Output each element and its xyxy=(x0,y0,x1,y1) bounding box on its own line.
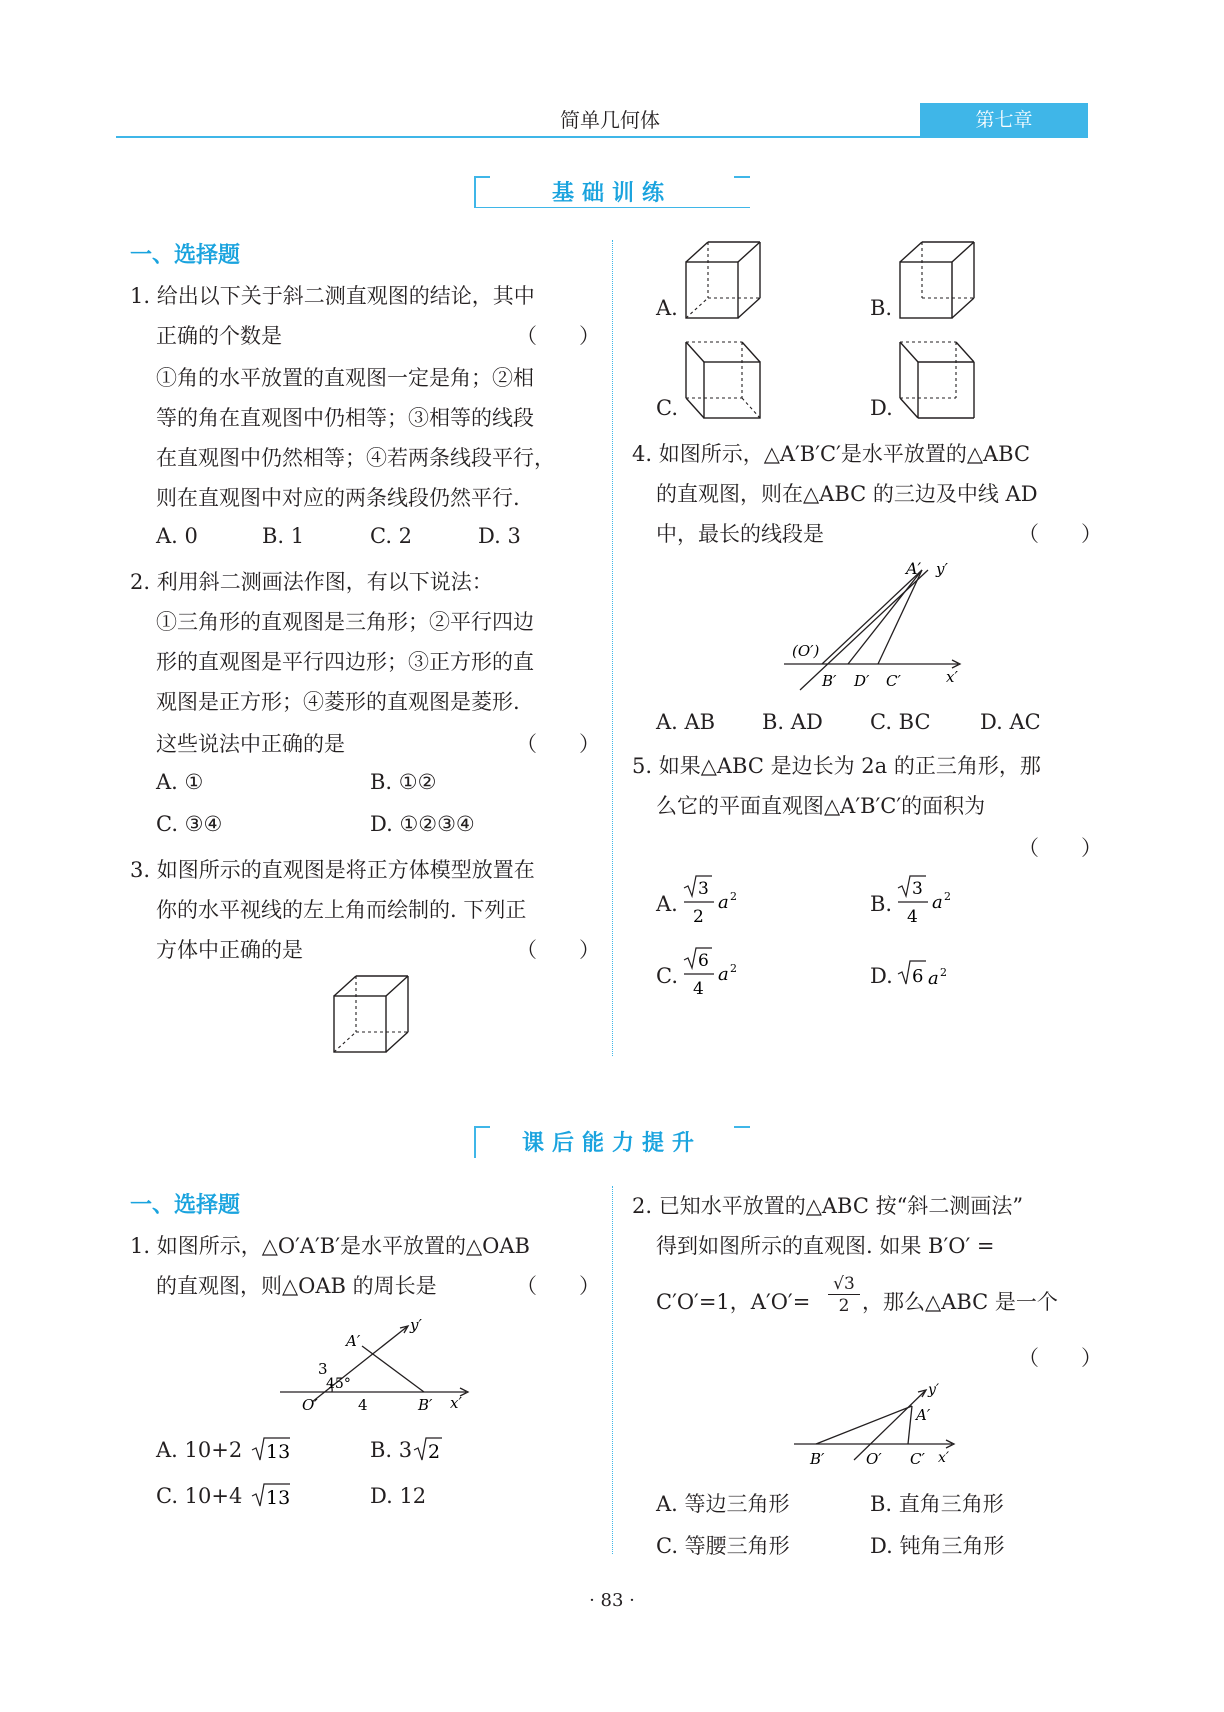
s2q1-option-a[interactable]: A. 10+2 xyxy=(156,1438,243,1462)
running-header-title: 简单几何体 xyxy=(560,108,660,132)
svg-text:a: a xyxy=(718,892,729,913)
s2q1-label-side: 3 xyxy=(318,1360,328,1378)
svg-text:2: 2 xyxy=(428,1441,441,1463)
q2-option-c[interactable]: C. ③④ xyxy=(156,812,223,836)
q2-line-4: 观图是正方形；④菱形的直观图是菱形. xyxy=(156,690,520,714)
section-title-box-advanced xyxy=(474,1126,750,1158)
svg-text:2: 2 xyxy=(730,962,737,975)
s2q2-label-b: B′ xyxy=(810,1450,825,1468)
q2-line-2: ①三角形的直观图是三角形；②平行四边 xyxy=(156,610,534,634)
svg-text:6: 6 xyxy=(698,951,709,971)
s2q2-answer-blank[interactable]: （ ） xyxy=(1018,1346,1102,1370)
s2q1-label-angle: 45° xyxy=(326,1376,351,1392)
s2q2-frac: √3 2 xyxy=(828,1274,860,1317)
q5-option-c-expr xyxy=(682,946,752,1002)
q3-line-1: 3. 如图所示的直观图是将正方体模型放置在 xyxy=(130,858,535,882)
s2q2-option-a[interactable]: A. 等边三角形 xyxy=(656,1492,790,1516)
q3-option-d-cube[interactable] xyxy=(896,338,980,424)
q3-option-c-cube[interactable] xyxy=(682,338,766,424)
q1-option-a[interactable]: A. 0 xyxy=(156,524,198,548)
s2q2-figure xyxy=(792,1380,960,1468)
q3-line-2: 你的水平视线的左上角而绘制的. 下列正 xyxy=(156,898,527,922)
s2q1-option-b-rad xyxy=(412,1436,446,1466)
svg-text:a: a xyxy=(718,964,729,985)
q3-answer-blank[interactable]: （ ） xyxy=(516,938,600,962)
q1-option-d[interactable]: D. 3 xyxy=(478,524,521,548)
part-heading-choice: 一、选择题 xyxy=(130,243,241,268)
q4-line-3: 中，最长的线段是 xyxy=(656,522,824,546)
s2q2-label-c: C′ xyxy=(910,1450,925,1468)
q5a-num: 3 xyxy=(698,879,709,899)
svg-text:13: 13 xyxy=(266,1487,291,1509)
q4-option-a[interactable]: A. AB xyxy=(656,710,716,734)
q4-label-y: y′ xyxy=(936,560,948,578)
q3-option-b-cube[interactable] xyxy=(896,238,980,324)
s2q2-line-2: 得到如图所示的直观图. 如果 B′O′ = xyxy=(656,1234,995,1258)
s2q1-label-a: A′ xyxy=(346,1332,361,1350)
q4-label-b: B′ xyxy=(822,672,837,690)
q5-option-a[interactable]: A. xyxy=(656,892,678,916)
svg-text:2: 2 xyxy=(940,966,947,979)
q2-option-d[interactable]: D. ①②③④ xyxy=(370,812,475,836)
q3-line-3: 方体中正确的是 xyxy=(156,938,303,962)
svg-text:13: 13 xyxy=(266,1441,291,1463)
s2q2-label-o: O′ xyxy=(866,1450,882,1468)
q4-option-b[interactable]: B. AD xyxy=(762,710,823,734)
q4-label-d: D′ xyxy=(854,672,870,690)
section-title-basic: 基础训练 xyxy=(551,181,672,206)
q4-answer-blank[interactable]: （ ） xyxy=(1018,522,1102,546)
q3-cube-figure xyxy=(330,972,414,1058)
s2q1-answer-blank[interactable]: （ ） xyxy=(516,1274,600,1298)
column-divider xyxy=(612,240,613,1056)
page-number: · 83 · xyxy=(589,1590,635,1611)
q5-option-c[interactable]: C. xyxy=(656,964,678,988)
q1-answer-blank[interactable]: （ ） xyxy=(516,324,600,348)
q3-option-d[interactable]: D. xyxy=(870,396,893,420)
q4-line-1: 4. 如图所示，△A′B′C′是水平放置的△ABC xyxy=(632,442,1031,466)
q5-line-2: 么它的平面直观图△A′B′C′的面积为 xyxy=(656,794,986,818)
s2q2-option-d[interactable]: D. 钝角三角形 xyxy=(870,1534,1005,1558)
q1-line-1: 1. 给出以下关于斜二测直观图的结论，其中 xyxy=(130,284,535,308)
q5-option-d[interactable]: D. xyxy=(870,964,893,988)
q4-label-a: A′ xyxy=(906,559,922,578)
q2-answer-blank[interactable]: （ ） xyxy=(516,732,600,756)
q1-line-2: 正确的个数是 xyxy=(156,324,282,348)
q5-option-b[interactable]: B. xyxy=(870,892,893,916)
s2q1-line-2: 的直观图，则△OAB 的周长是 xyxy=(156,1274,437,1298)
s2q1-option-b[interactable]: B. 3 xyxy=(370,1438,413,1462)
q3-option-b[interactable]: B. xyxy=(870,296,893,320)
q5-option-a-expr xyxy=(682,874,752,930)
s2q1-option-a-rad xyxy=(250,1436,294,1466)
q2-line-5: 这些说法中正确的是 xyxy=(156,732,345,756)
q2-option-b[interactable]: B. ①② xyxy=(370,770,437,794)
q1-line-5: 在直观图中仍然相等；④若两条线段平行， xyxy=(156,446,555,470)
svg-text:2: 2 xyxy=(944,890,951,903)
s2q1-option-c[interactable]: C. 10+4 xyxy=(156,1484,243,1508)
q5-answer-blank[interactable]: （ ） xyxy=(1018,836,1102,860)
s2q2-line-1: 2. 已知水平放置的△ABC 按“斜二测画法” xyxy=(632,1194,1024,1218)
part-heading-choice-2: 一、选择题 xyxy=(130,1193,241,1218)
q1-option-c[interactable]: C. 2 xyxy=(370,524,413,548)
chapter-tab: 第七章 xyxy=(920,103,1088,137)
s2q2-label-a: A′ xyxy=(916,1406,931,1424)
q4-line-2: 的直观图，则在△ABC 的三边及中线 AD xyxy=(656,482,1038,506)
q4-option-d[interactable]: D. AC xyxy=(980,710,1041,734)
q1-line-6: 则在直观图中对应的两条线段仍然平行. xyxy=(156,486,520,510)
section-title-advanced: 课后能力提升 xyxy=(521,1131,702,1156)
q4-figure xyxy=(770,552,970,700)
s2q1-label-x: x′ xyxy=(450,1394,462,1410)
s2q1-figure xyxy=(276,1306,476,1410)
column-divider-2 xyxy=(612,1186,613,1554)
s2q1-label-y: y′ xyxy=(410,1316,422,1334)
s2q2-option-b[interactable]: B. 直角三角形 xyxy=(870,1492,1004,1516)
s2q2-label-y: y′ xyxy=(928,1382,940,1398)
s2q2-line-3-tail: ，那么△ABC 是一个 xyxy=(862,1290,1058,1314)
s2q1-option-c-rad xyxy=(250,1482,294,1512)
svg-text:a: a xyxy=(932,892,943,913)
q4-label-o: (O′) xyxy=(792,642,820,660)
q4-label-x: x′ xyxy=(946,668,958,686)
svg-text:a: a xyxy=(928,968,939,989)
svg-text:4: 4 xyxy=(693,979,704,999)
q3-option-a[interactable]: A. xyxy=(656,296,678,320)
q1-line-4: 等的角在直观图中仍相等；③相等的线段 xyxy=(156,406,534,430)
section-title-box-basic xyxy=(474,176,750,208)
q5-option-d-expr xyxy=(896,958,966,992)
q5a-den: 2 xyxy=(693,907,704,927)
header-rule xyxy=(116,136,1088,138)
s2q1-line-1: 1. 如图所示，△O′A′B′是水平放置的△OAB xyxy=(130,1234,530,1258)
s2q1-label-b: B′ xyxy=(418,1396,433,1410)
s2q2-line-3: C′O′=1，A′O′= xyxy=(656,1290,811,1314)
q3-option-c[interactable]: C. xyxy=(656,396,678,420)
s2q1-label-o: O′ xyxy=(302,1396,318,1410)
q4-label-c: C′ xyxy=(886,672,901,690)
q3-option-a-cube[interactable] xyxy=(682,238,766,324)
svg-text:4: 4 xyxy=(907,907,918,927)
s2q2-option-c[interactable]: C. 等腰三角形 xyxy=(656,1534,790,1558)
q1-line-3: ①角的水平放置的直观图一定是角；②相 xyxy=(156,366,534,390)
svg-text:3: 3 xyxy=(912,879,923,899)
s2q1-label-base: 4 xyxy=(358,1396,368,1410)
svg-text:6: 6 xyxy=(912,966,924,987)
q1-option-b[interactable]: B. 1 xyxy=(262,524,305,548)
q5-line-1: 5. 如果△ABC 是边长为 2a 的正三角形，那 xyxy=(632,754,1041,778)
q4-option-c[interactable]: C. BC xyxy=(870,710,931,734)
s2q1-option-d[interactable]: D. 12 xyxy=(370,1484,427,1508)
q5-option-b-expr xyxy=(896,874,966,930)
q2-option-a[interactable]: A. ① xyxy=(156,770,204,794)
q2-line-1: 2. 利用斜二测画法作图，有以下说法： xyxy=(130,570,493,594)
q2-line-3: 形的直观图是平行四边形；③正方形的直 xyxy=(156,650,534,674)
s2q2-label-x: x′ xyxy=(938,1450,950,1466)
svg-text:2: 2 xyxy=(730,890,737,903)
